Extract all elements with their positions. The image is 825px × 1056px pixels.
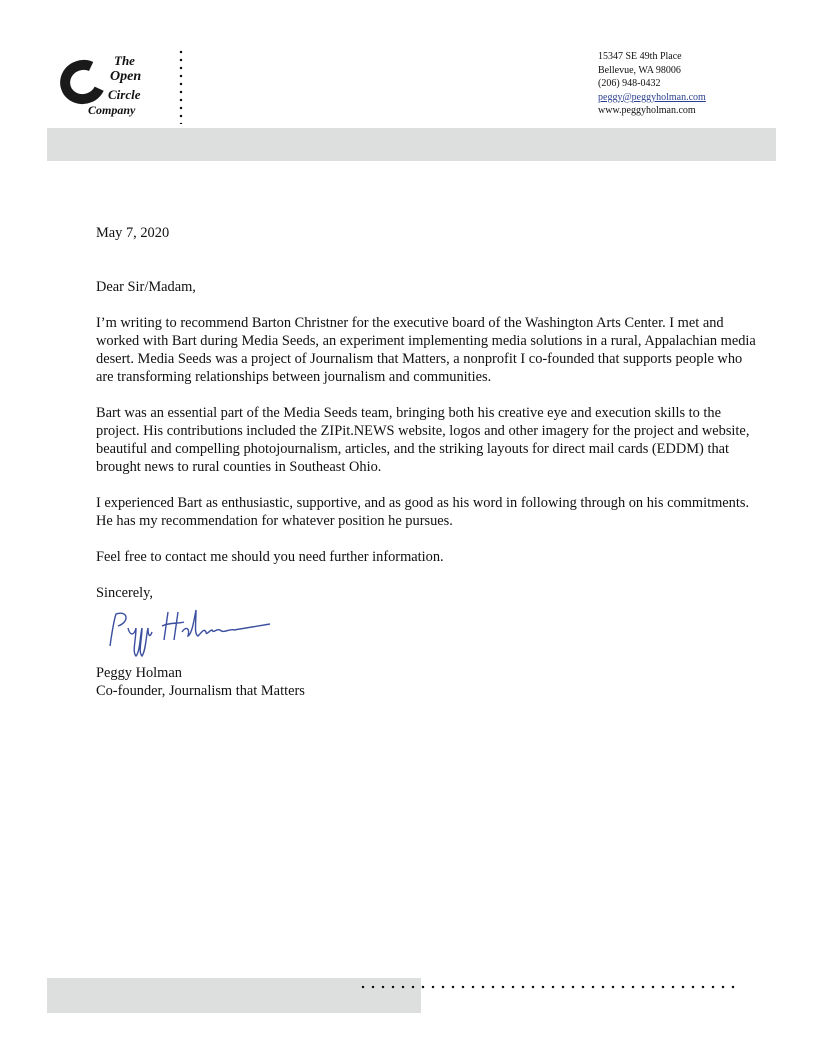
footer-band	[47, 978, 421, 1013]
letter-body	[96, 224, 761, 700]
contact-website: www.peggyholman.com	[598, 105, 696, 116]
company-logo	[58, 48, 158, 124]
logo-line: Circle	[108, 87, 141, 102]
contact-email-link[interactable]: peggy@peggyholman.com	[598, 91, 706, 103]
paragraph: Feel free to contact me should you need further information.	[96, 549, 444, 565]
horizontal-dotted-divider	[358, 985, 738, 989]
signature	[96, 602, 761, 664]
contact-phone: (206) 948-0432	[598, 78, 661, 89]
closing: Sincerely,	[96, 585, 154, 601]
signer-title: Co-founder, Journalism that Matters	[96, 683, 305, 699]
logo-line: The	[114, 53, 135, 68]
salutation: Dear Sir/Madam,	[96, 279, 196, 295]
signer-name: Peggy Holman	[96, 665, 182, 681]
paragraph: I’m writing to recommend Barton Christner for the executive board of the Washington Arts Center. I met and worked with Bart during Media Seeds, an experiment implementing media solutions in a rural, Appalachian media desert. Media Seeds was a project of Journalism that Matters, a nonprofit I co-founded that supports people who are transforming relationships between journalism and communities.	[96, 315, 756, 385]
signature-handwriting	[106, 606, 276, 662]
contact-city: Bellevue, WA 98006	[598, 64, 681, 76]
paragraph: Bart was an essential part of the Media Seeds team, bringing both his creative eye and execution skills to the project. His contributions included the ZIPit.NEWS website, logos and other imagery for the project and website, beautiful and compelling photojournalism, articles, and the striking layouts for direct mail cards (EDDM) that brought news to rural counties in Southeast Ohio.	[96, 405, 750, 475]
logo-circle-mark	[54, 53, 112, 110]
contact-street: 15347 SE 49th Place	[598, 51, 682, 62]
contact-block	[598, 50, 706, 118]
logo-line: Company	[88, 103, 136, 117]
letter-date: May 7, 2020	[96, 225, 170, 241]
logo-line: Open	[110, 69, 142, 84]
header-band	[47, 128, 776, 161]
paragraph: I experienced Bart as enthusiastic, supportive, and as good as his word in following through on his commitments. He has my recommendation for whatever position he pursues.	[96, 495, 750, 529]
vertical-dotted-divider	[179, 48, 183, 124]
